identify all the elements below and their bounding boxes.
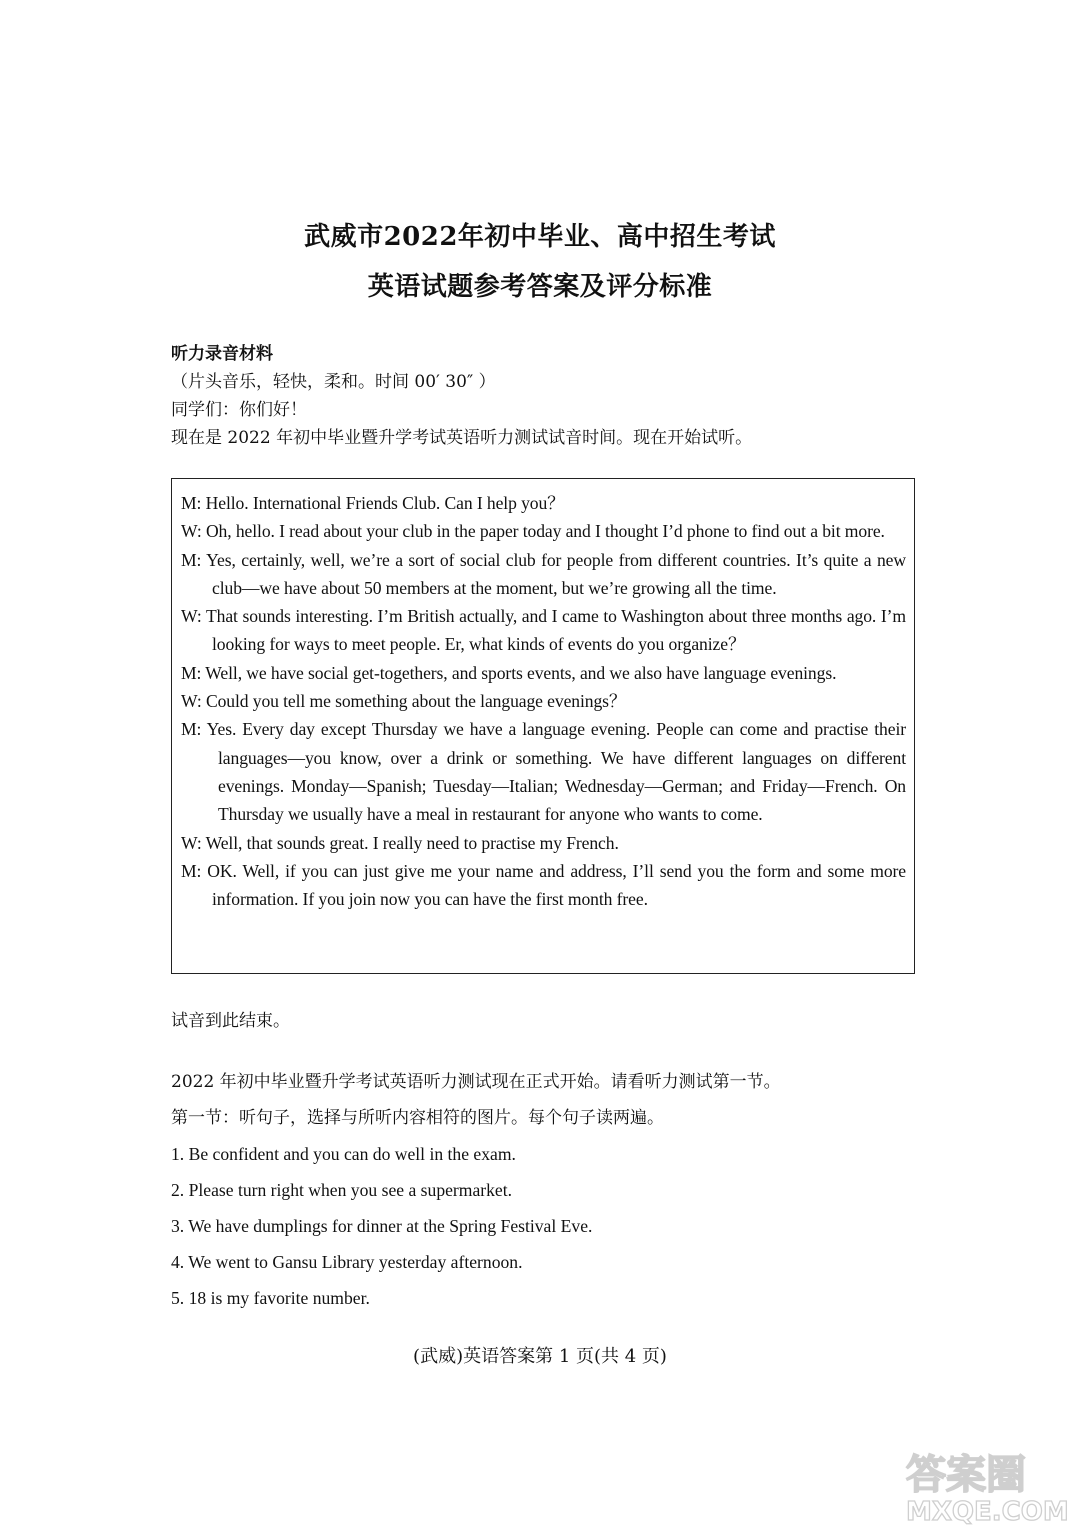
dialogue-turn: W: That sounds interesting. I’m British actually, and I came to Washington about three months ago. I’m looking for ways to meet people. Er, what kinds of events do you organize？ xyxy=(181,606,906,655)
dialogue-turn: M: OK. Well, if you can just give me your name and address, I’ll send you the form and some more information. If you join now you can have the first month free. xyxy=(181,860,906,910)
dialogue-turn: M: Well, we have social get-togethers, and sports events, and we also have language evenings. xyxy=(181,662,837,683)
dialogue-turn: M: Hello. International Friends Club. Can I help you？ xyxy=(181,493,565,513)
dialogue-box xyxy=(171,478,915,974)
question-item: 1. Be confident and you can do well in the exam. xyxy=(171,1144,516,1164)
question-item: 5. 18 is my favorite number. xyxy=(171,1288,370,1308)
watermark-logo xyxy=(900,1440,1080,1527)
page-footer: (武威)英语答案第 1 页(共 4 页) xyxy=(413,1346,667,1367)
dialogue-turn: W: Could you tell me something about the language evenings？ xyxy=(181,691,627,712)
dialogue-turn: W: Well, that sounds great. I really need to practise my French. xyxy=(181,832,619,853)
end-note: 试音到此结束。 xyxy=(171,1011,290,1031)
question-item: 2. Please turn right when you see a supermarket. xyxy=(171,1180,513,1200)
question-item: 4. We went to Gansu Library yesterday afternoon. xyxy=(171,1252,523,1272)
question-item: 3. We have dumplings for dinner at the Spring Festival Eve. xyxy=(171,1216,593,1236)
dialogue-turn: W: Oh, hello. I read about your club in the paper today and I thought I’d phone to find out a bit more. xyxy=(181,521,885,542)
section-instruction: 第一节：听句子，选择与所听内容相符的图片。每个句子读两遍。 xyxy=(171,1108,664,1128)
watermark-url: MXQE.COM xyxy=(906,1497,1069,1527)
announcement: 现在是 2022 年初中毕业暨升学考试英语听力测试试音时间。现在开始试听。 xyxy=(171,428,753,448)
watermark-text: 答案圈 xyxy=(906,1452,1026,1498)
music-note: （片头音乐，轻快，柔和。时间 00′ 30″ ） xyxy=(171,372,496,392)
listening-section xyxy=(171,1068,931,1320)
intro-block xyxy=(171,340,931,452)
dialogue-turn: M: Yes, certainly, well, we’re a sort of social club for people from different countries. It’s quite a new club—we have about 50 members at the moment, but we’re growing all the time. xyxy=(181,549,906,598)
section-heading: 听力录音材料 xyxy=(171,344,273,364)
document-subtitle: 英语试题参考答案及评分标准 xyxy=(367,272,713,302)
document-title: 武威市2022年初中毕业、高中招生考试 xyxy=(304,222,776,252)
section-start: 2022 年初中毕业暨升学考试英语听力测试现在正式开始。请看听力测试第一节。 xyxy=(171,1072,781,1092)
greeting: 同学们：你们好！ xyxy=(171,400,307,420)
dialogue-turn: M: Yes. Every day except Thursday we have a language evening. People can come and practise their languages—you know, over a drink or something. We have different languages on different evenings. Monday—Spanish; Tuesday—Italian; Wednesday—German; and Friday—French. On Thursday we usually have a meal in restaurant for anyone who wants to come. xyxy=(181,719,906,825)
